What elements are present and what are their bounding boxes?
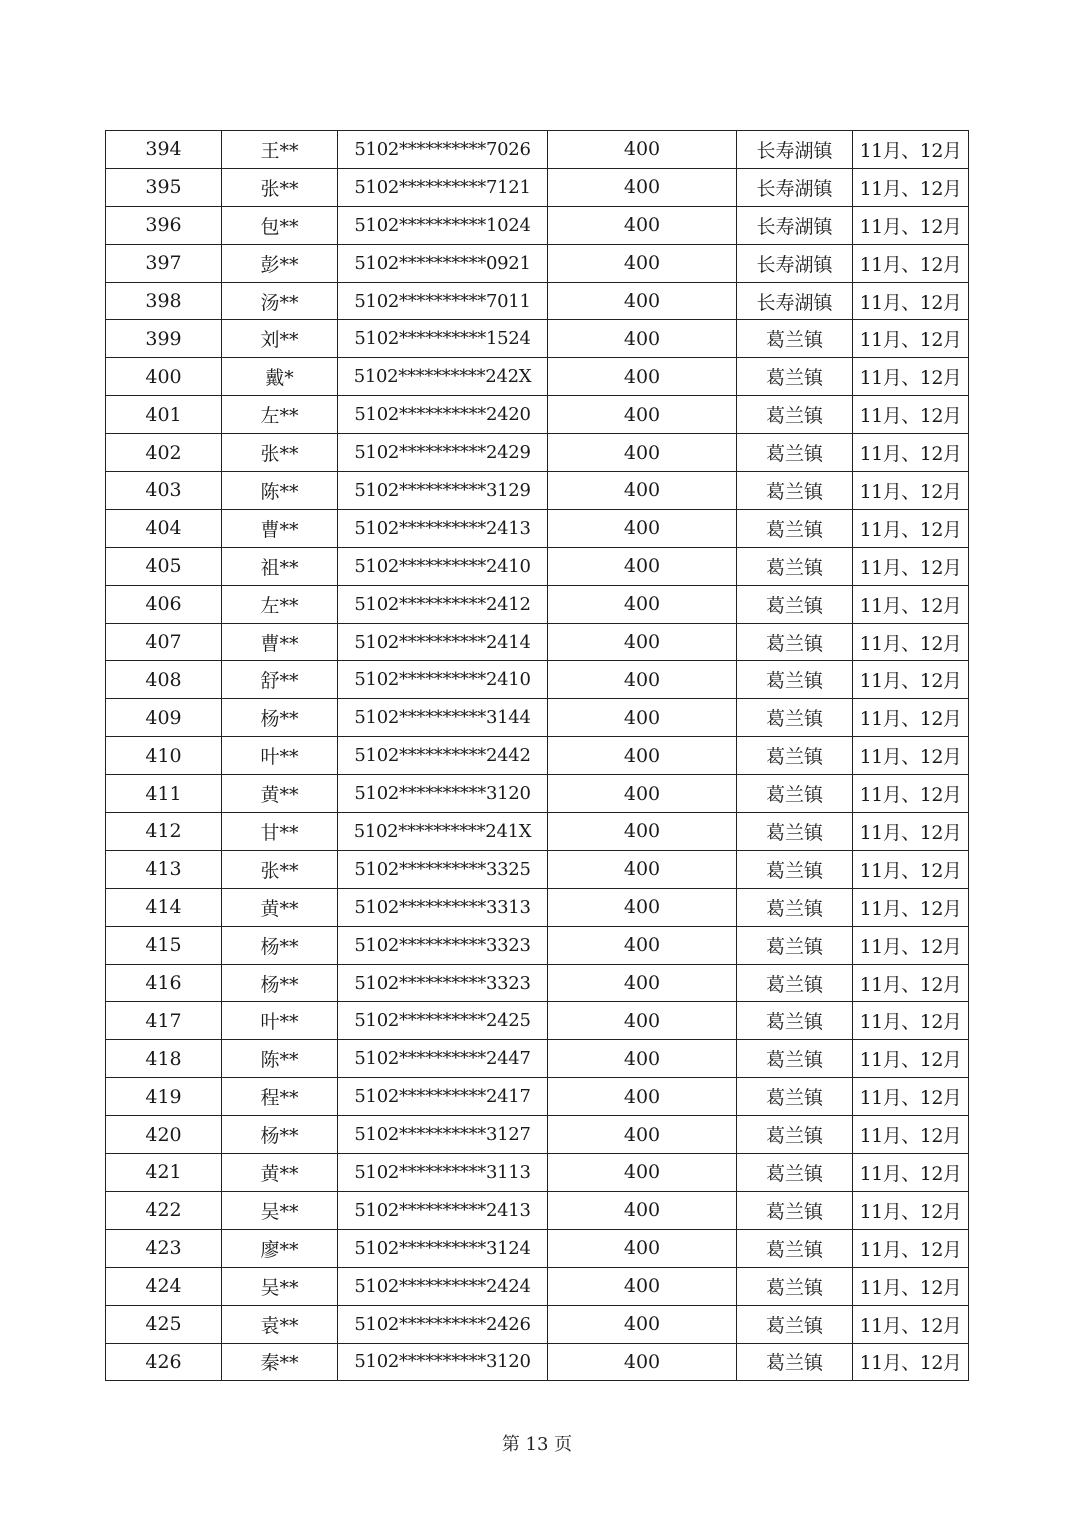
- town-cell: 长寿湖镇: [737, 244, 853, 282]
- id-number-cell: 5102**********2420: [338, 396, 548, 434]
- name-cell: 廖**: [222, 1229, 338, 1267]
- row-number-cell: 415: [106, 926, 222, 964]
- amount-cell: 400: [548, 1116, 737, 1154]
- id-number-cell: 5102**********3113: [338, 1154, 548, 1192]
- amount-cell: 400: [548, 1078, 737, 1116]
- town-cell: 葛兰镇: [737, 964, 853, 1002]
- name-cell: 彭**: [222, 244, 338, 282]
- months-cell: 11月、12月: [853, 396, 969, 434]
- name-cell: 舒**: [222, 661, 338, 699]
- row-number-cell: 400: [106, 358, 222, 396]
- id-number-cell: 5102**********7011: [338, 282, 548, 320]
- table-row: [106, 888, 969, 926]
- amount-cell: 400: [548, 509, 737, 547]
- id-number-cell: 5102**********1024: [338, 206, 548, 244]
- amount-cell: 400: [548, 434, 737, 472]
- amount-cell: 400: [548, 1229, 737, 1267]
- id-number-cell: 5102**********241X: [338, 813, 548, 851]
- amount-cell: 400: [548, 1002, 737, 1040]
- table-row: [106, 320, 969, 358]
- name-cell: 张**: [222, 434, 338, 472]
- id-number-cell: 5102**********2442: [338, 737, 548, 775]
- table-row: [106, 1267, 969, 1305]
- months-cell: 11月、12月: [853, 1343, 969, 1381]
- town-cell: 葛兰镇: [737, 547, 853, 585]
- town-cell: 葛兰镇: [737, 358, 853, 396]
- row-number-cell: 423: [106, 1229, 222, 1267]
- table-row: [106, 623, 969, 661]
- table-row: [106, 1154, 969, 1192]
- amount-cell: 400: [548, 244, 737, 282]
- months-cell: 11月、12月: [853, 206, 969, 244]
- name-cell: 黄**: [222, 775, 338, 813]
- id-number-cell: 5102**********3323: [338, 964, 548, 1002]
- months-cell: 11月、12月: [853, 1267, 969, 1305]
- row-number-cell: 420: [106, 1116, 222, 1154]
- months-cell: 11月、12月: [853, 850, 969, 888]
- id-number-cell: 5102**********2414: [338, 623, 548, 661]
- amount-cell: 400: [548, 547, 737, 585]
- months-cell: 11月、12月: [853, 168, 969, 206]
- table-row: [106, 509, 969, 547]
- id-number-cell: 5102**********2425: [338, 1002, 548, 1040]
- row-number-cell: 424: [106, 1267, 222, 1305]
- months-cell: 11月、12月: [853, 472, 969, 510]
- name-cell: 杨**: [222, 964, 338, 1002]
- months-cell: 11月、12月: [853, 434, 969, 472]
- town-cell: 葛兰镇: [737, 926, 853, 964]
- town-cell: 葛兰镇: [737, 888, 853, 926]
- amount-cell: 400: [548, 358, 737, 396]
- months-cell: 11月、12月: [853, 1040, 969, 1078]
- amount-cell: 400: [548, 699, 737, 737]
- id-number-cell: 5102**********3120: [338, 775, 548, 813]
- name-cell: 左**: [222, 396, 338, 434]
- name-cell: 杨**: [222, 1116, 338, 1154]
- name-cell: 叶**: [222, 1002, 338, 1040]
- name-cell: 汤**: [222, 282, 338, 320]
- id-number-cell: 5102**********2413: [338, 1191, 548, 1229]
- table-row: [106, 585, 969, 623]
- amount-cell: 400: [548, 775, 737, 813]
- name-cell: 杨**: [222, 926, 338, 964]
- name-cell: 曹**: [222, 509, 338, 547]
- months-cell: 11月、12月: [853, 131, 969, 169]
- row-number-cell: 394: [106, 131, 222, 169]
- row-number-cell: 412: [106, 813, 222, 851]
- table-row: [106, 244, 969, 282]
- table-row: [106, 396, 969, 434]
- name-cell: 吴**: [222, 1267, 338, 1305]
- town-cell: 长寿湖镇: [737, 168, 853, 206]
- town-cell: 葛兰镇: [737, 1040, 853, 1078]
- town-cell: 葛兰镇: [737, 1002, 853, 1040]
- row-number-cell: 426: [106, 1343, 222, 1381]
- months-cell: 11月、12月: [853, 1154, 969, 1192]
- id-number-cell: 5102**********7026: [338, 131, 548, 169]
- row-number-cell: 401: [106, 396, 222, 434]
- months-cell: 11月、12月: [853, 623, 969, 661]
- amount-cell: 400: [548, 926, 737, 964]
- amount-cell: 400: [548, 585, 737, 623]
- table-row: [106, 358, 969, 396]
- town-cell: 葛兰镇: [737, 1078, 853, 1116]
- months-cell: 11月、12月: [853, 320, 969, 358]
- name-cell: 左**: [222, 585, 338, 623]
- table-row: [106, 206, 969, 244]
- id-number-cell: 5102**********3120: [338, 1343, 548, 1381]
- row-number-cell: 406: [106, 585, 222, 623]
- amount-cell: 400: [548, 396, 737, 434]
- page-number: 第 13 页: [501, 1434, 573, 1455]
- name-cell: 戴*: [222, 358, 338, 396]
- table-row: [106, 472, 969, 510]
- name-cell: 曹**: [222, 623, 338, 661]
- months-cell: 11月、12月: [853, 737, 969, 775]
- town-cell: 葛兰镇: [737, 585, 853, 623]
- table-row: [106, 1040, 969, 1078]
- id-number-cell: 5102**********2447: [338, 1040, 548, 1078]
- table-row: [106, 699, 969, 737]
- town-cell: 葛兰镇: [737, 472, 853, 510]
- id-number-cell: 5102**********3323: [338, 926, 548, 964]
- id-number-cell: 5102**********2410: [338, 547, 548, 585]
- table-row: [106, 813, 969, 851]
- table-row: [106, 1116, 969, 1154]
- table-row: [106, 1229, 969, 1267]
- record-table: [105, 130, 969, 1381]
- name-cell: 吴**: [222, 1191, 338, 1229]
- row-number-cell: 405: [106, 547, 222, 585]
- town-cell: 长寿湖镇: [737, 282, 853, 320]
- id-number-cell: 5102**********2412: [338, 585, 548, 623]
- town-cell: 葛兰镇: [737, 1191, 853, 1229]
- table-row: [106, 1078, 969, 1116]
- table-row: [106, 850, 969, 888]
- row-number-cell: 417: [106, 1002, 222, 1040]
- id-number-cell: 5102**********1524: [338, 320, 548, 358]
- months-cell: 11月、12月: [853, 813, 969, 851]
- town-cell: 葛兰镇: [737, 1229, 853, 1267]
- amount-cell: 400: [548, 1305, 737, 1343]
- amount-cell: 400: [548, 168, 737, 206]
- months-cell: 11月、12月: [853, 1305, 969, 1343]
- row-number-cell: 402: [106, 434, 222, 472]
- row-number-cell: 416: [106, 964, 222, 1002]
- id-number-cell: 5102**********242X: [338, 358, 548, 396]
- name-cell: 甘**: [222, 813, 338, 851]
- table-row: [106, 547, 969, 585]
- town-cell: 葛兰镇: [737, 1305, 853, 1343]
- months-cell: 11月、12月: [853, 509, 969, 547]
- id-number-cell: 5102**********2413: [338, 509, 548, 547]
- row-number-cell: 395: [106, 168, 222, 206]
- row-number-cell: 396: [106, 206, 222, 244]
- id-number-cell: 5102**********2410: [338, 661, 548, 699]
- amount-cell: 400: [548, 1040, 737, 1078]
- row-number-cell: 403: [106, 472, 222, 510]
- months-cell: 11月、12月: [853, 358, 969, 396]
- name-cell: 陈**: [222, 1040, 338, 1078]
- table-row: [106, 737, 969, 775]
- row-number-cell: 418: [106, 1040, 222, 1078]
- amount-cell: 400: [548, 813, 737, 851]
- months-cell: 11月、12月: [853, 585, 969, 623]
- amount-cell: 400: [548, 206, 737, 244]
- id-number-cell: 5102**********0921: [338, 244, 548, 282]
- row-number-cell: 404: [106, 509, 222, 547]
- amount-cell: 400: [548, 737, 737, 775]
- town-cell: 葛兰镇: [737, 737, 853, 775]
- months-cell: 11月、12月: [853, 699, 969, 737]
- name-cell: 黄**: [222, 888, 338, 926]
- amount-cell: 400: [548, 320, 737, 358]
- months-cell: 11月、12月: [853, 244, 969, 282]
- amount-cell: 400: [548, 1154, 737, 1192]
- months-cell: 11月、12月: [853, 1116, 969, 1154]
- row-number-cell: 422: [106, 1191, 222, 1229]
- row-number-cell: 397: [106, 244, 222, 282]
- name-cell: 袁**: [222, 1305, 338, 1343]
- town-cell: 葛兰镇: [737, 850, 853, 888]
- town-cell: 葛兰镇: [737, 1267, 853, 1305]
- town-cell: 葛兰镇: [737, 1154, 853, 1192]
- name-cell: 祖**: [222, 547, 338, 585]
- table-row: [106, 1002, 969, 1040]
- town-cell: 葛兰镇: [737, 813, 853, 851]
- id-number-cell: 5102**********3144: [338, 699, 548, 737]
- row-number-cell: 408: [106, 661, 222, 699]
- name-cell: 程**: [222, 1078, 338, 1116]
- row-number-cell: 425: [106, 1305, 222, 1343]
- name-cell: 黄**: [222, 1154, 338, 1192]
- name-cell: 刘**: [222, 320, 338, 358]
- id-number-cell: 5102**********2429: [338, 434, 548, 472]
- months-cell: 11月、12月: [853, 926, 969, 964]
- name-cell: 杨**: [222, 699, 338, 737]
- months-cell: 11月、12月: [853, 282, 969, 320]
- row-number-cell: 421: [106, 1154, 222, 1192]
- months-cell: 11月、12月: [853, 1078, 969, 1116]
- row-number-cell: 399: [106, 320, 222, 358]
- row-number-cell: 413: [106, 850, 222, 888]
- row-number-cell: 411: [106, 775, 222, 813]
- town-cell: 葛兰镇: [737, 434, 853, 472]
- town-cell: 葛兰镇: [737, 396, 853, 434]
- town-cell: 葛兰镇: [737, 661, 853, 699]
- id-number-cell: 5102**********2426: [338, 1305, 548, 1343]
- table-row: [106, 434, 969, 472]
- amount-cell: 400: [548, 1343, 737, 1381]
- town-cell: 葛兰镇: [737, 1116, 853, 1154]
- name-cell: 王**: [222, 131, 338, 169]
- town-cell: 葛兰镇: [737, 699, 853, 737]
- months-cell: 11月、12月: [853, 964, 969, 1002]
- town-cell: 葛兰镇: [737, 775, 853, 813]
- months-cell: 11月、12月: [853, 888, 969, 926]
- table-row: [106, 926, 969, 964]
- id-number-cell: 5102**********3124: [338, 1229, 548, 1267]
- name-cell: 陈**: [222, 472, 338, 510]
- table-row: [106, 775, 969, 813]
- name-cell: 秦**: [222, 1343, 338, 1381]
- name-cell: 张**: [222, 168, 338, 206]
- row-number-cell: 410: [106, 737, 222, 775]
- table-row: [106, 1343, 969, 1381]
- amount-cell: 400: [548, 1267, 737, 1305]
- id-number-cell: 5102**********7121: [338, 168, 548, 206]
- town-cell: 长寿湖镇: [737, 206, 853, 244]
- name-cell: 叶**: [222, 737, 338, 775]
- town-cell: 葛兰镇: [737, 1343, 853, 1381]
- table-row: [106, 131, 969, 169]
- table-row: [106, 1191, 969, 1229]
- id-number-cell: 5102**********3127: [338, 1116, 548, 1154]
- months-cell: 11月、12月: [853, 1002, 969, 1040]
- amount-cell: 400: [548, 1191, 737, 1229]
- table-row: [106, 661, 969, 699]
- table-row: [106, 1305, 969, 1343]
- row-number-cell: 414: [106, 888, 222, 926]
- id-number-cell: 5102**********2417: [338, 1078, 548, 1116]
- id-number-cell: 5102**********2424: [338, 1267, 548, 1305]
- amount-cell: 400: [548, 661, 737, 699]
- row-number-cell: 407: [106, 623, 222, 661]
- months-cell: 11月、12月: [853, 1229, 969, 1267]
- amount-cell: 400: [548, 623, 737, 661]
- table-row: [106, 964, 969, 1002]
- id-number-cell: 5102**********3129: [338, 472, 548, 510]
- amount-cell: 400: [548, 282, 737, 320]
- months-cell: 11月、12月: [853, 547, 969, 585]
- months-cell: 11月、12月: [853, 1191, 969, 1229]
- name-cell: 包**: [222, 206, 338, 244]
- town-cell: 长寿湖镇: [737, 131, 853, 169]
- amount-cell: 400: [548, 850, 737, 888]
- town-cell: 葛兰镇: [737, 509, 853, 547]
- months-cell: 11月、12月: [853, 661, 969, 699]
- table-row: [106, 282, 969, 320]
- row-number-cell: 398: [106, 282, 222, 320]
- record-table-body: [106, 131, 969, 1381]
- town-cell: 葛兰镇: [737, 623, 853, 661]
- amount-cell: 400: [548, 131, 737, 169]
- amount-cell: 400: [548, 964, 737, 1002]
- id-number-cell: 5102**********3325: [338, 850, 548, 888]
- amount-cell: 400: [548, 472, 737, 510]
- name-cell: 张**: [222, 850, 338, 888]
- id-number-cell: 5102**********3313: [338, 888, 548, 926]
- months-cell: 11月、12月: [853, 775, 969, 813]
- row-number-cell: 419: [106, 1078, 222, 1116]
- amount-cell: 400: [548, 888, 737, 926]
- town-cell: 葛兰镇: [737, 320, 853, 358]
- table-row: [106, 168, 969, 206]
- row-number-cell: 409: [106, 699, 222, 737]
